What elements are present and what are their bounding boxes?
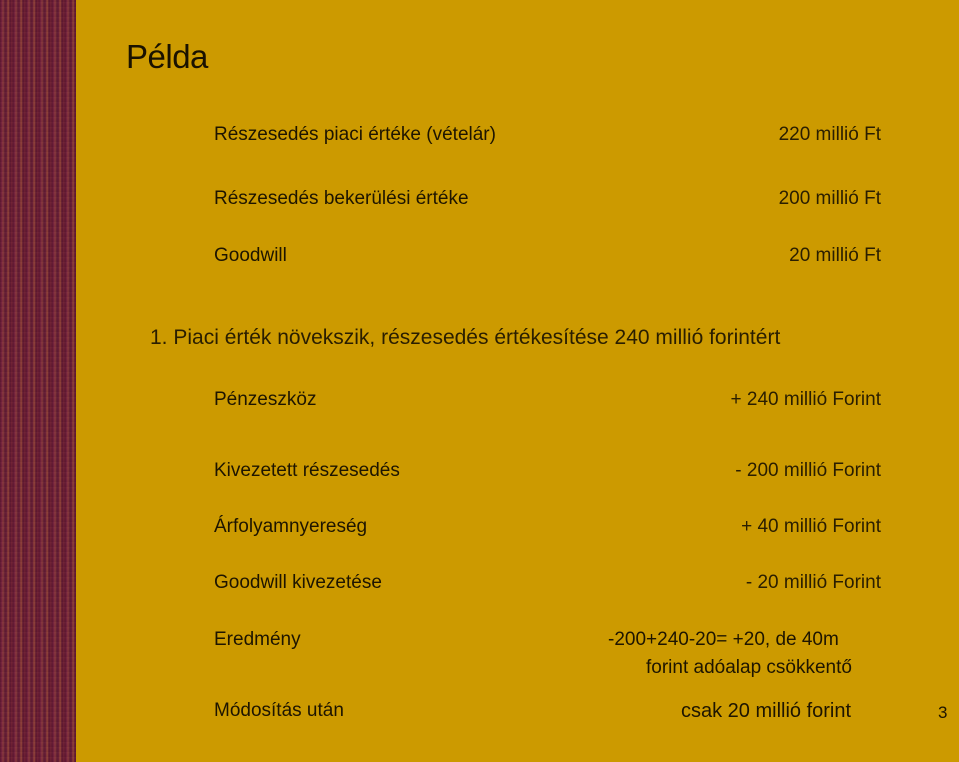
- row-label-fx-gain: Árfolyamnyereség: [214, 516, 368, 537]
- row-label-goodwill: Goodwill: [214, 245, 287, 266]
- row-value-cash: + 240 millió Forint: [730, 389, 881, 410]
- row-value-after-modification: csak 20 millió forint: [681, 700, 852, 722]
- row-value-derecognized-share: - 200 millió Forint: [735, 460, 881, 481]
- case-heading: 1. Piaci érték növekszik, részesedés értékesítése 240 millió forintért: [150, 326, 781, 349]
- row-label-goodwill-removal: Goodwill kivezetése: [214, 572, 382, 593]
- row-value-goodwill: 20 millió Ft: [789, 245, 881, 266]
- row-label-cash: Pénzeszköz: [214, 389, 317, 410]
- row-value-book-value: 200 millió Ft: [778, 188, 881, 209]
- row-value-result-line2: forint adóalap csökkentő: [646, 657, 852, 678]
- row-value-fx-gain: + 40 millió Forint: [741, 516, 881, 537]
- row-value-goodwill-removal: - 20 millió Forint: [745, 572, 881, 593]
- decorative-side-stripe: [0, 0, 76, 762]
- page-number: 3: [938, 703, 948, 722]
- row-value-market-value: 220 millió Ft: [778, 124, 881, 145]
- row-label-after-modification: Módosítás után: [214, 700, 344, 721]
- slide-title: Példa: [126, 38, 208, 75]
- row-value-result-line1: -200+240-20= +20, de 40m: [608, 629, 839, 650]
- row-label-market-value: Részesedés piaci értéke (vételár): [214, 124, 496, 145]
- row-label-derecognized-share: Kivezetett részesedés: [214, 460, 400, 481]
- row-label-book-value: Részesedés bekerülési értéke: [214, 188, 469, 209]
- row-label-result: Eredmény: [214, 629, 301, 650]
